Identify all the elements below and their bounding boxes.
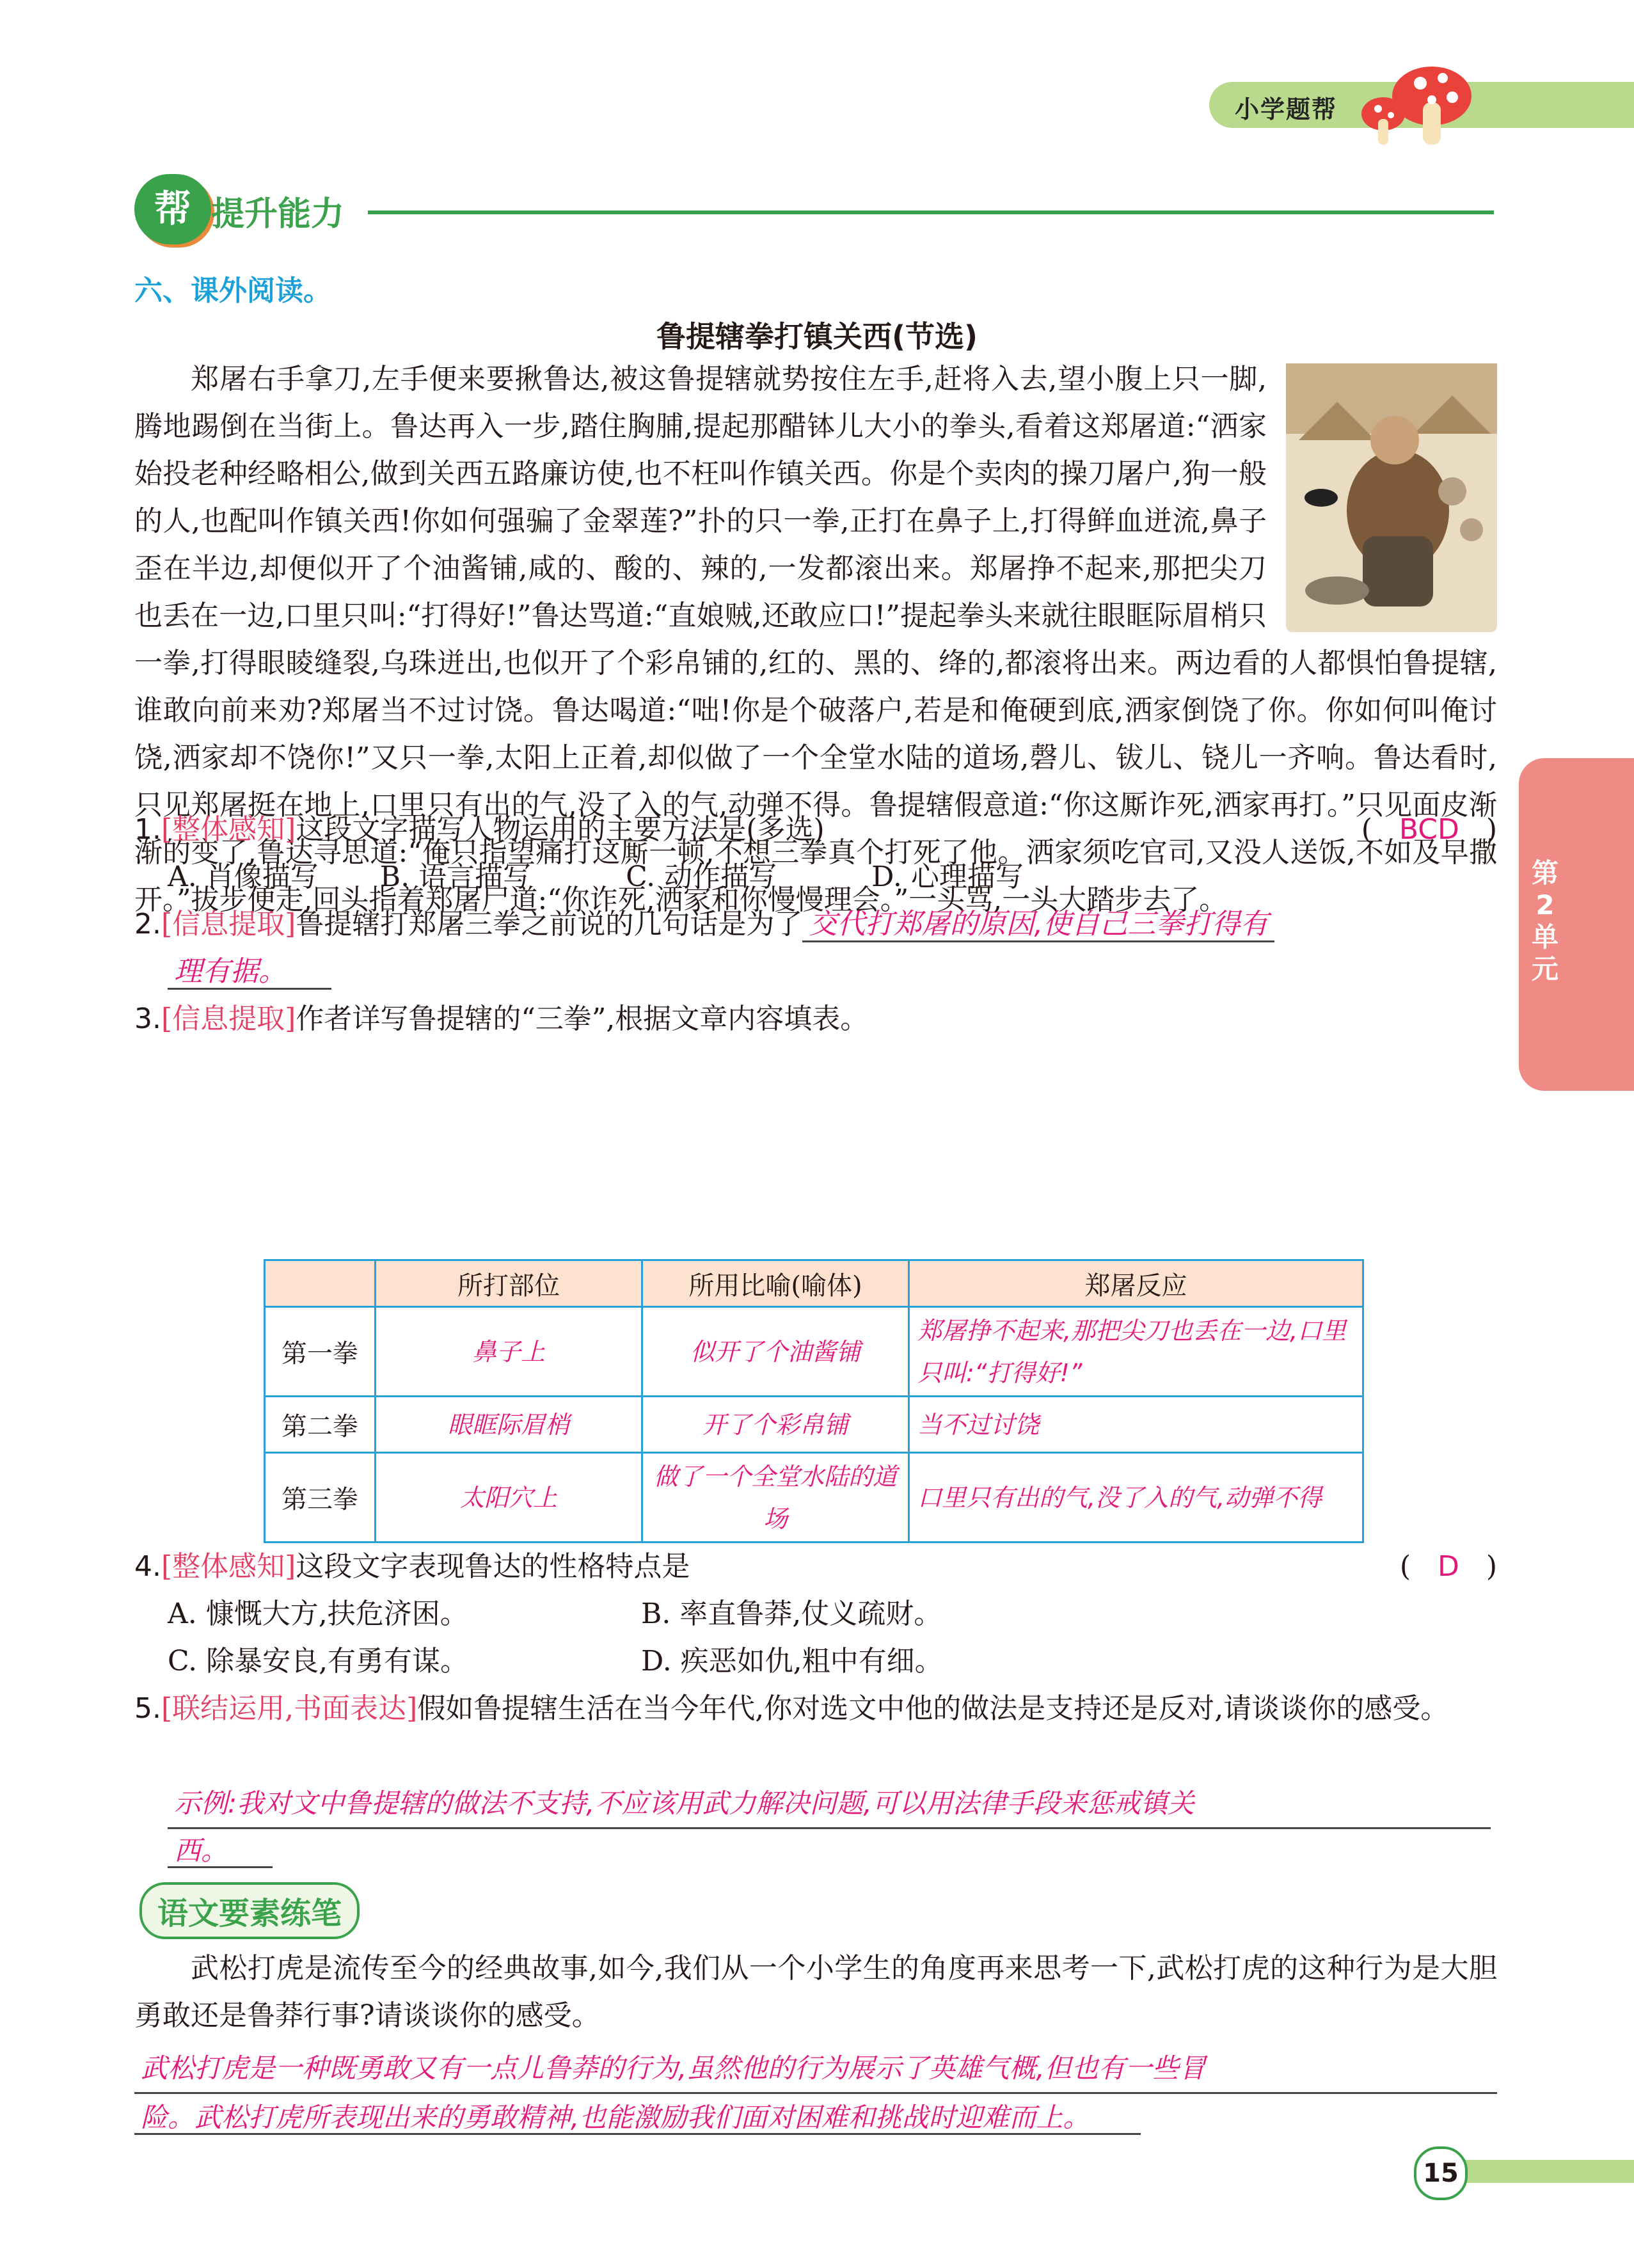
q1-option-b: B. 语言描写 bbox=[379, 860, 532, 893]
cell-metaphor: 做了一个全堂水陆的道场 bbox=[642, 1453, 909, 1542]
q1-number: 1. bbox=[134, 813, 161, 846]
q5-text: 假如鲁提辖生活在当今年代,你对选文中他的做法是支持还是反对,请谈谈你的感受。 bbox=[417, 1692, 1449, 1725]
q4-tag: [整体感知] bbox=[161, 1550, 296, 1583]
q5-answer-line1-wrap bbox=[168, 1780, 1497, 1829]
q2-tag: [信息提取] bbox=[161, 908, 296, 940]
cell-metaphor: 似开了个油酱铺 bbox=[642, 1307, 909, 1397]
q5-answer-line2: 西。 bbox=[168, 1835, 273, 1868]
q3-text: 作者详写鲁提辖的“三拳”,根据文章内容填表。 bbox=[296, 1003, 869, 1035]
table-header-row bbox=[265, 1260, 1363, 1307]
table-row bbox=[265, 1397, 1363, 1453]
practice-prompt: 武松打虎是流传至今的经典故事,如今,我们从一个小学生的角度再来思考一下,武松打虎的这种行为是大胆勇敢还是鲁莽行事?请谈谈你的感受。 bbox=[134, 1952, 1497, 2032]
question-5 bbox=[134, 1685, 1497, 1733]
q2-answer-line2: 理有据。 bbox=[168, 955, 331, 990]
q1-paren-close: ) bbox=[1486, 813, 1497, 846]
table-row bbox=[265, 1453, 1363, 1542]
table-header-cell: 所打部位 bbox=[376, 1260, 642, 1307]
table-header-cell: 郑屠反应 bbox=[909, 1260, 1363, 1307]
question6-heading: 六、课外阅读。 bbox=[134, 274, 331, 307]
q4-option-b: B. 率直鲁莽,仗义疏财。 bbox=[641, 1598, 942, 1630]
q3-table bbox=[264, 1259, 1364, 1543]
q4-options-row2 bbox=[168, 1638, 943, 1685]
unit-tab-label: 第2单元 bbox=[1531, 857, 1559, 985]
brand-label: 小学题帮 bbox=[1235, 95, 1338, 123]
cell-part: 眼眶际眉梢 bbox=[376, 1397, 642, 1453]
practice-prompt-wrap bbox=[134, 1945, 1497, 2040]
mushroom-icon bbox=[1356, 58, 1478, 147]
q1-answer: BCD bbox=[1399, 813, 1459, 846]
row-label: 第三拳 bbox=[265, 1453, 376, 1542]
q2-number: 2. bbox=[134, 908, 161, 940]
table-header-cell: 所用比喻(喻体) bbox=[642, 1260, 909, 1307]
q2-answer-line1: 交代打郑屠的原因,使自己三拳打得有 bbox=[802, 908, 1274, 942]
q1-option-a: A. 肖像描写 bbox=[168, 860, 319, 893]
q1-text: 这段文字描写人物运用的主要方法是(多选) bbox=[296, 813, 825, 846]
q2-answer-cont bbox=[168, 948, 331, 995]
cell-part: 太阳穴上 bbox=[376, 1453, 642, 1542]
q1-answer-box bbox=[1361, 806, 1497, 853]
cell-metaphor: 开了个彩帛铺 bbox=[642, 1397, 909, 1453]
q1-options bbox=[168, 853, 1024, 901]
q4-text: 这段文字表现鲁达的性格特点是 bbox=[296, 1550, 690, 1583]
illustration-image bbox=[1286, 363, 1497, 632]
row-label: 第一拳 bbox=[265, 1307, 376, 1397]
section-badge: 帮 bbox=[134, 174, 211, 244]
q4-paren-close: ) bbox=[1486, 1550, 1497, 1583]
q5-answer-line1: 示例:我对文中鲁提辖的做法不支持,不应该用武力解决问题,可以用法律手段来惩戒镇关 bbox=[168, 1780, 1491, 1829]
q1-option-d: D. 心理描写 bbox=[871, 860, 1024, 893]
article-title: 鲁提辖拳打镇关西(节选) bbox=[656, 319, 978, 354]
q5-number: 5. bbox=[134, 1692, 161, 1725]
section-divider bbox=[368, 210, 1494, 214]
q4-option-c: C. 除暴安良,有勇有谋。 bbox=[168, 1645, 469, 1677]
q4-answer-box bbox=[1400, 1543, 1497, 1590]
cell-reaction: 口里只有出的气,没了入的气,动弹不得 bbox=[909, 1453, 1363, 1542]
table-row bbox=[265, 1307, 1363, 1397]
cell-part: 鼻子上 bbox=[376, 1307, 642, 1397]
q1-option-c: C. 动作描写 bbox=[626, 860, 777, 893]
q2-text: 鲁提辖打郑屠三拳之前说的几句话是为了 bbox=[296, 908, 803, 940]
q3-number: 3. bbox=[134, 1003, 161, 1035]
table-header-cell bbox=[265, 1260, 376, 1307]
practice-answer-line1: 武松打虎是一种既勇敢又有一点儿鲁莽的行为,虽然他的行为展示了英雄气概,但也有一些冒 bbox=[134, 2045, 1497, 2094]
cell-reaction: 当不过讨饶 bbox=[909, 1397, 1363, 1453]
question-3 bbox=[134, 995, 1497, 1043]
q1-tag: [整体感知] bbox=[161, 813, 296, 846]
q4-options-row1 bbox=[168, 1590, 942, 1638]
practice-badge: 语文要素练笔 bbox=[139, 1882, 360, 1939]
question-2 bbox=[134, 901, 1497, 948]
footer-bar bbox=[1465, 2160, 1634, 2183]
q1-paren-open: ( bbox=[1361, 813, 1372, 846]
question-1 bbox=[134, 806, 1497, 853]
q4-number: 4. bbox=[134, 1550, 161, 1583]
practice-answer bbox=[134, 2045, 1497, 2141]
q4-option-d: D. 疾恶如仇,粗中有细。 bbox=[641, 1645, 943, 1677]
page-number: 15 bbox=[1414, 2146, 1468, 2200]
q5-tag: [联结运用,书面表达] bbox=[161, 1692, 418, 1725]
cell-reaction: 郑屠挣不起来,那把尖刀也丢在一边,口里只叫:“打得好!” bbox=[909, 1307, 1363, 1397]
q3-tag: [信息提取] bbox=[161, 1003, 296, 1035]
q4-answer: D bbox=[1437, 1550, 1459, 1583]
section-title: 提升能力 bbox=[211, 195, 345, 234]
question-4 bbox=[134, 1543, 1497, 1590]
q4-paren-open: ( bbox=[1399, 1550, 1411, 1583]
passage-text: 郑屠右手拿刀,左手便来要揪鲁达,被这鲁提辖就势按住左手,赶将入去,望小腹上只一脚,腾地踢倒在当街上。鲁达再入一步,踏住胸脯,提起那醋钵儿大小的拳头,看着这郑屠道:“洒家始投老种经略相公,做到关西五路廉访使,也不枉叫作镇关西。你是个卖肉的操刀屠户,狗一般的人,也配叫作镇关西!你如何强骗了金翠莲?”扑的只一拳,正打在鼻子上,打得鲜血迸流,鼻子歪在半边,却便似开了个油酱铺,咸的、酸的、辣的,一发都滚出来。郑屠挣不起来,那把尖刀也丢在一边,口里只叫:“打得好!”鲁达骂道:“直娘贼,还敢应口!”提起拳头来就往眼眶际眉梢只一拳,打得眼睖缝裂,乌珠迸出,也似开了个彩帛铺的,红的、黑的、绛的,都滚将出来。两边看的人都惧怕鲁提辖,谁敢向前来劝?郑屠当不过讨饶。鲁达喝道:“咄!你是个破落户,若是和俺硬到底,洒家倒饶了你。你如何叫俺讨饶,洒家却不饶你!”又只一拳,太阳上正着,却似做了一个全堂水陆的道场,磬儿、钹儿、铙儿一齐响。鲁达看时,只见郑屠挺在地上,口里只有出的气,没了入的气,动弹不得。鲁提辖假意道:“你这厮诈死,洒家再打。”只见面皮渐渐的变了,鲁达寻思道:“俺只指望痛打这厮一顿,不想三拳真个打死了他。洒家须吃官司,又没人送饭,不如及早撒开。”拔步便走,回头指着郑屠尸道:“你诈死,洒家和你慢慢理会。”一头骂,一头大踏步去了。 bbox=[134, 363, 1497, 916]
practice-answer-line2: 险。武松打虎所表现出来的勇敢精神,也能激励我们面对困难和挑战时迎难而上。 bbox=[134, 2102, 1141, 2135]
q5-answer-line2-wrap bbox=[168, 1827, 273, 1875]
row-label: 第二拳 bbox=[265, 1397, 376, 1453]
q4-option-a: A. 慷慨大方,扶危济困。 bbox=[168, 1598, 468, 1630]
